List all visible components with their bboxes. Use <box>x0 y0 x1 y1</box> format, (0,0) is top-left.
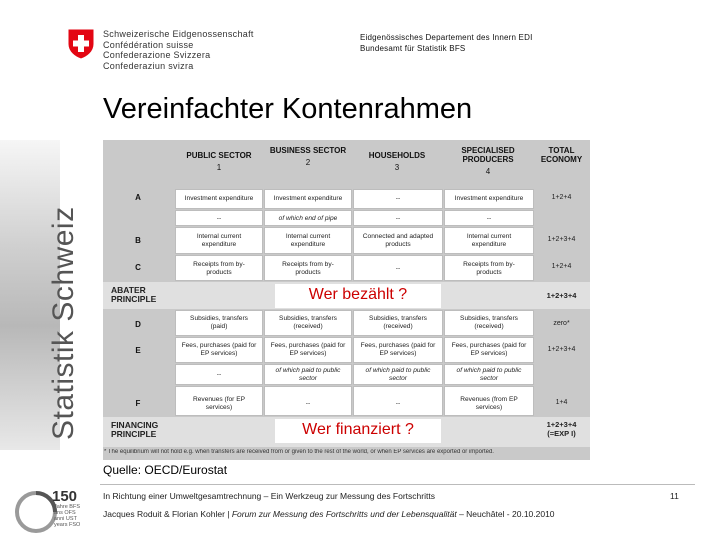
table-cell: -- <box>353 386 443 416</box>
table-cell: Investment expenditure <box>264 189 352 209</box>
table-cell: Fees, purchases (paid for EP services) <box>264 337 352 363</box>
table-cell: -- <box>353 255 443 281</box>
table-cell: Subsidies, transfers (received) <box>353 310 443 336</box>
department-name: Eidgenössisches Departement des Innern EDI Bundesamt für Statistik BFS <box>360 33 533 53</box>
table-cell: Fees, purchases (paid for EP services) <box>175 337 263 363</box>
table-cell: of which end of pipe <box>264 210 352 226</box>
popup-who-pays: Wer bezählt ? <box>275 284 441 308</box>
footer-divider <box>100 484 695 485</box>
abater-total: 1+2+3+4 <box>546 291 577 300</box>
table-cell: of which paid to public sector <box>353 364 443 385</box>
table-cell: Internal current expenditure <box>175 227 263 254</box>
table-cell: Internal current expenditure <box>444 227 534 254</box>
table-cell: -- <box>175 210 263 226</box>
table-cell: Fees, purchases (paid for EP services) <box>353 337 443 363</box>
table-cell: Receipts from by-products <box>264 255 352 281</box>
anniversary-number: 150 <box>52 488 78 505</box>
column-header-households: HOUSEHOLDS 3 <box>368 151 426 172</box>
row-label-b: B <box>135 236 141 245</box>
total-c: 1+2+4 <box>551 263 572 270</box>
accounting-framework-table <box>103 140 590 460</box>
financing-principle-label: FINANCING PRINCIPLE <box>111 420 159 439</box>
table-cell: Subsidies, transfers (received) <box>264 310 352 336</box>
table-cell: Revenues (from EP services) <box>444 386 534 416</box>
table-cell: Revenues (for EP services) <box>175 386 263 416</box>
total-d: zero* <box>553 320 570 327</box>
table-cell: Subsidies, transfers (paid) <box>175 310 263 336</box>
column-header-total-economy: TOTAL ECONOMY <box>540 146 583 164</box>
table-cell: Connected and adapted products <box>353 227 443 254</box>
popup-who-finances: Wer finanziert ? <box>275 419 441 443</box>
column-header-specialised-producers: SPECIALISED PRODUCERS 4 <box>461 146 515 176</box>
table-footnote: * The equilibrium will not hold e.g. when transfers are received from or given to the rest of the world, or when EP services are exported or imported. <box>104 449 494 455</box>
slide-title: Vereinfachter Kontenrahmen <box>103 93 473 125</box>
table-cell: Receipts from by-products <box>444 255 534 281</box>
source-citation: Quelle: OECD/Eurostat <box>103 463 228 477</box>
financing-total: 1+2+3+4 (=EXP I) <box>546 420 577 438</box>
column-header-public-sector: PUBLIC SECTOR 1 <box>186 151 252 172</box>
row-label-a: A <box>135 193 141 202</box>
table-cell: of which paid to public sector <box>264 364 352 385</box>
footer-authors-event: Jacques Roduit & Florian Kohler | Forum zur Messung des Fortschritts und der Lebensqualität – Neuchâtel - 20.10.2010 <box>103 509 555 519</box>
table-cell: Subsidies, transfers (received) <box>444 310 534 336</box>
page-number: 11 <box>670 491 679 501</box>
total-a: 1+2+4 <box>551 194 572 201</box>
table-cell: -- <box>353 210 443 226</box>
confederation-name: Schweizerische Eidgenossenschaft Confédération suisse Confederazione Svizzera Confederaziun svizra <box>103 29 254 71</box>
row-label-d: D <box>135 320 141 329</box>
total-f: 1+4 <box>555 399 568 406</box>
row-label-c: C <box>135 263 141 272</box>
table-cell: of which paid to public sector <box>444 364 534 385</box>
total-b: 1+2+3+4 <box>547 236 576 243</box>
table-cell: Internal current expenditure <box>264 227 352 254</box>
swiss-coat-of-arms-icon <box>66 28 96 60</box>
total-e: 1+2+3+4 <box>547 346 576 353</box>
table-cell: Investment expenditure <box>444 189 534 209</box>
row-label-e: E <box>135 346 141 355</box>
column-header-business-sector: BUSINESS SECTOR 2 <box>269 146 347 167</box>
table-cell: Receipts from by-products <box>175 255 263 281</box>
footer-presentation-title: In Richtung einer Umweltgesamtrechnung – Ein Werkzeug zur Messung des Fortschritts <box>103 491 435 501</box>
table-cell: -- <box>444 210 534 226</box>
table-cell: Investment expenditure <box>175 189 263 209</box>
table-cell: Fees, purchases (paid for EP services) <box>444 337 534 363</box>
side-label: Statistik Schweiz <box>47 206 80 440</box>
row-label-f: F <box>135 399 141 408</box>
anniversary-text: Jahre BFS ans OFS anni UST years FSO <box>54 504 81 528</box>
table-cell: -- <box>353 189 443 209</box>
abater-principle-label: ABATER PRINCIPLE <box>111 285 157 304</box>
table-cell: -- <box>264 386 352 416</box>
table-cell: -- <box>175 364 263 385</box>
